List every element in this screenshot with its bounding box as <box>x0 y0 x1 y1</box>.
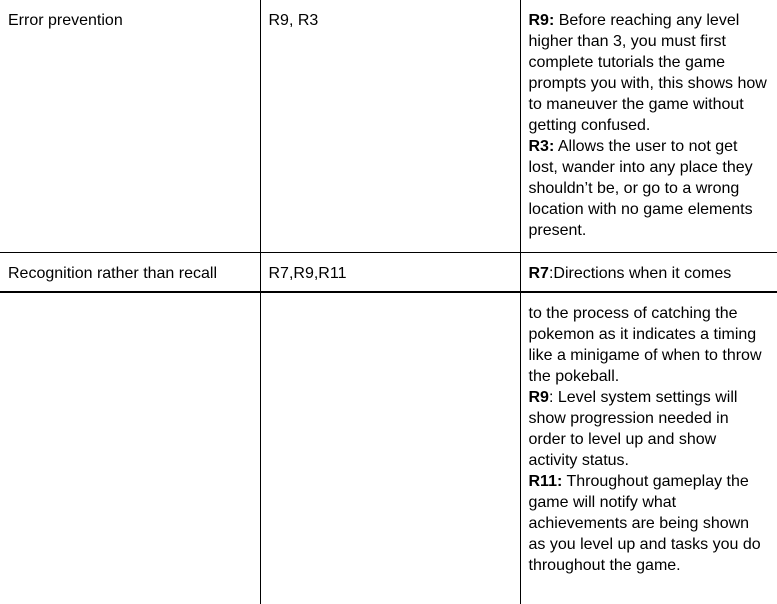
heuristic-cell <box>0 253 260 292</box>
table-row <box>0 0 777 253</box>
requirements-cell <box>260 253 520 292</box>
note-text: :Directions when it comes <box>549 265 731 282</box>
notes-cell <box>520 293 777 604</box>
table-row <box>0 293 777 604</box>
note-text: Allows the user to not get lost, wander into any place they shouldn’t be, or go to a wrong location with no game elements present. <box>529 138 753 239</box>
note-text: : Level system settings will show progression needed in order to level up and show activity status. <box>529 389 738 469</box>
note-text: Before reaching any level higher than 3, you must first complete tutorials the game prompts you with, this shows how to maneuver the game without getting confused. <box>529 12 767 134</box>
heuristics-table <box>0 0 777 292</box>
note-label: R7 <box>529 265 549 282</box>
note-label: R3: <box>529 138 555 155</box>
requirements-cell <box>260 0 520 253</box>
heuristic-cell <box>0 293 260 604</box>
heuristic-label: Recognition rather than recall <box>0 253 260 291</box>
notes-text <box>521 293 777 583</box>
heuristic-label: Error prevention <box>0 0 260 38</box>
requirements-cell <box>260 293 520 604</box>
table-row <box>0 253 777 292</box>
requirements-label: R7,R9,R11 <box>261 253 520 291</box>
note-label: R11: <box>529 473 563 490</box>
requirements-label: R9, R3 <box>261 0 520 38</box>
notes-text <box>521 0 777 248</box>
heuristic-cell <box>0 0 260 253</box>
notes-cell <box>520 253 777 292</box>
note-label: R9: <box>529 12 555 29</box>
notes-cell <box>520 0 777 253</box>
notes-text <box>521 253 777 291</box>
note-text: Throughout gameplay the game will notify what achievements are being shown as you level up and tasks you do throughout the game. <box>529 473 761 574</box>
note-label: R9 <box>529 389 549 406</box>
heuristics-table-continuation <box>0 292 777 604</box>
note-text: to the process of catching the pokemon as it indicates a timing like a minigame of when to throw the pokeball. <box>529 305 762 385</box>
